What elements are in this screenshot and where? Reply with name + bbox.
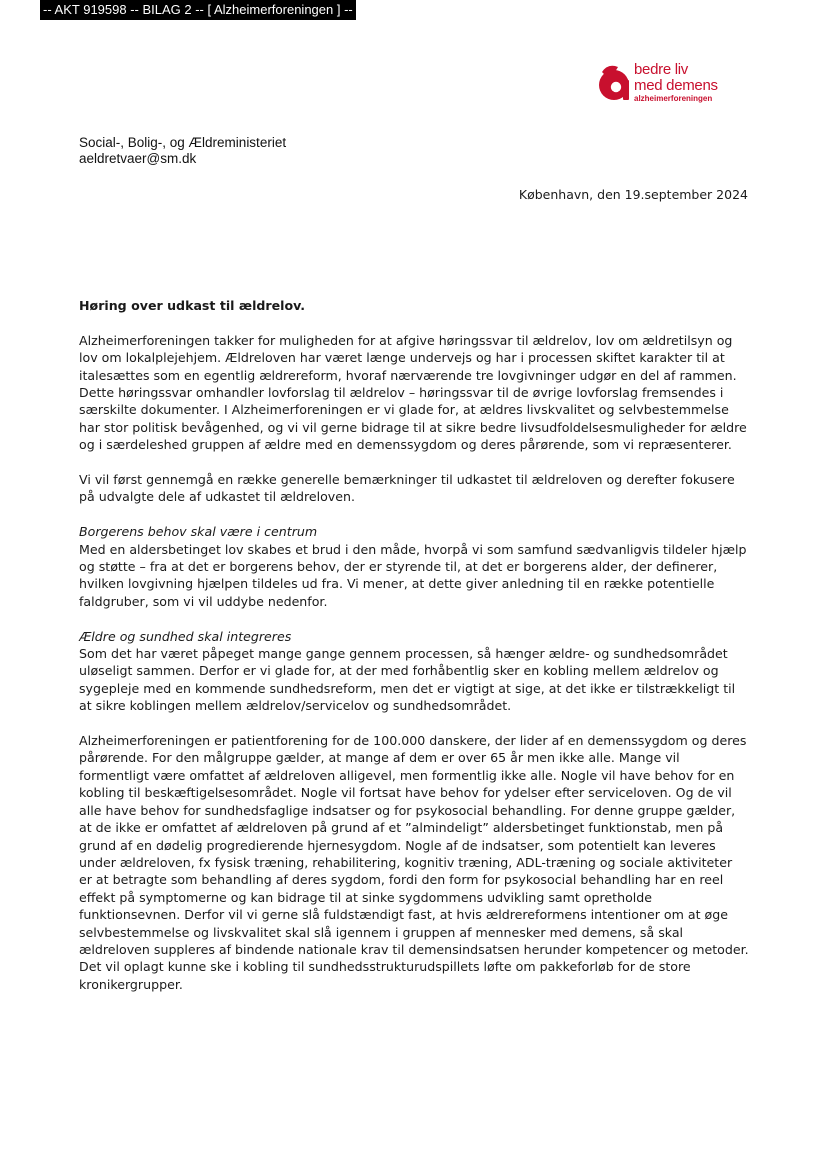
section-text: Som det har været påpeget mange gange gennem processen, så hænger ældre- og sundhedsområdet uløseligt sammen. Derfor er vi glade for, at der med forhåbentlig sker en kobling mellem ældrelov og sygepleje med en kommende sundhedsreform, men det er vigtigt at sige, at det ikke er tilstrækkeligt til at sikre koblingen mellem ældrelov/servicelov og sundhedsområdet. (79, 646, 736, 714)
letter-date: København, den 19.september 2024 (518, 187, 748, 202)
logo-tagline-2: med demens (634, 77, 718, 94)
document-stamp: -- AKT 919598 -- BILAG 2 -- [ Alzheimerforeningen ] -- (40, 0, 356, 20)
section-text: Med en aldersbetinget lov skabes et brud i den måde, hvorpå vi som samfund sædvanligvis tildeler hjælp og støtte – fra at det er borgerens behov, der er styrende til, at det er borgerens alder, der definerer, hvilken lovgivning hjælpen tildeles ud fra. Vi mener, at dette giver anledning til en række potentielle faldgruber, som vi vil uddybe nedenfor. (79, 541, 747, 609)
section-elderly-health (79, 628, 749, 715)
section-title: Ældre og sundhed skal integreres (79, 628, 292, 644)
organization-logo (593, 62, 743, 106)
letter-heading: Høring over udkast til ældrelov. (79, 298, 306, 313)
logo-tagline-1: bedre liv (634, 61, 688, 78)
letter-body (79, 297, 749, 1011)
recipient-name: Social-, Bolig-, og Ældreministeriet (79, 135, 287, 150)
recipient-block (79, 135, 286, 167)
overview-paragraph: Vi vil først gennemgå en række generelle bemærkninger til udkastet til ældreloven og derefter fokusere på udvalgte dele af udkastet til ældreloven. (79, 472, 735, 505)
section-citizen-needs (79, 523, 749, 610)
dementia-paragraph: Alzheimerforeningen er patientforening for de 100.000 danskere, der lider af en demenssygdom og deres pårørende. For den målgruppe gælder, at mange af dem er over 65 år men ikke alle. Mange vil formentligt være omfattet af ældreloven alligevel, men formentlig ikke alle. Nogle vil have behov for en kobling til beskæftigelsesområdet. Nogle vil fortsat have behov for ydelser efter serviceloven. Og de vil alle have behov for sundhedsfaglige indsatser og for psykosocial behandling. For denne gruppe gælder, at de ikke er omfattet af ældreloven på grund af et ”almindeligt” aldersbetinget funktionstab, men på grund af en dødelig progredierende hjernesygdom. Nogle af de indsatser, som potentielt kan leveres under ældreloven, fx fysisk træning, rehabilitering, kognitiv træning, ADL-træning og sociale aktiviteter er at betragte som behandling af deres sygdom, fordi den form for psykosocial behandling har en reel effekt på symptomerne og kan bidrage til at sinke sygdommens udvikling samt opretholde funktionsevnen. Derfor vil vi gerne slå fuldstændigt fast, at hvis ældrereformens intentioner om at øge selvbestemmelse og livskvalitet skal slå igennem i gruppen af mennesker med demens, så skal ældreloven suppleres af bindende nationale krav til demensindsatsen herunder kompetencer og metoder. Det vil oplagt kunne ske i kobling til sundhedsstrukturudspillets løfte om pakkeforløb for de store kronikergrupper. (79, 733, 749, 992)
alzheimer-logo-icon (593, 62, 633, 102)
section-title: Borgerens behov skal være i centrum (79, 524, 318, 540)
intro-paragraph: Alzheimerforeningen takker for muligheden for at afgive høringssvar til ældrelov, lov om ældretilsyn og lov om lokalplejehjem. Ældreloven har været længe undervejs og har i processen skiftet karakter til at italesættes som en egentlig ældrereform, hvoraf nærværende tre lovgivninger udgør en del af rammen. Dette høringssvar omhandler lovforslag til ældrelov – høringssvar til de øvrige lovforslag fremsendes i særskilte dokumenter. I Alzheimerforeningen er vi glade for, at ældres livskvalitet og selvbestemmelse har stor politisk bevågenhed, og vi vil gerne bidrage til at sikre bedre livsudfoldelsesmuligheder for ældre og i særdeleshed gruppen af ældre med en demenssygdom og deres pårørende, som vi repræsenterer. (79, 332, 747, 453)
logo-org-name: alzheimerforeningen (634, 94, 713, 103)
recipient-email: aeldretvaer@sm.dk (79, 151, 197, 166)
